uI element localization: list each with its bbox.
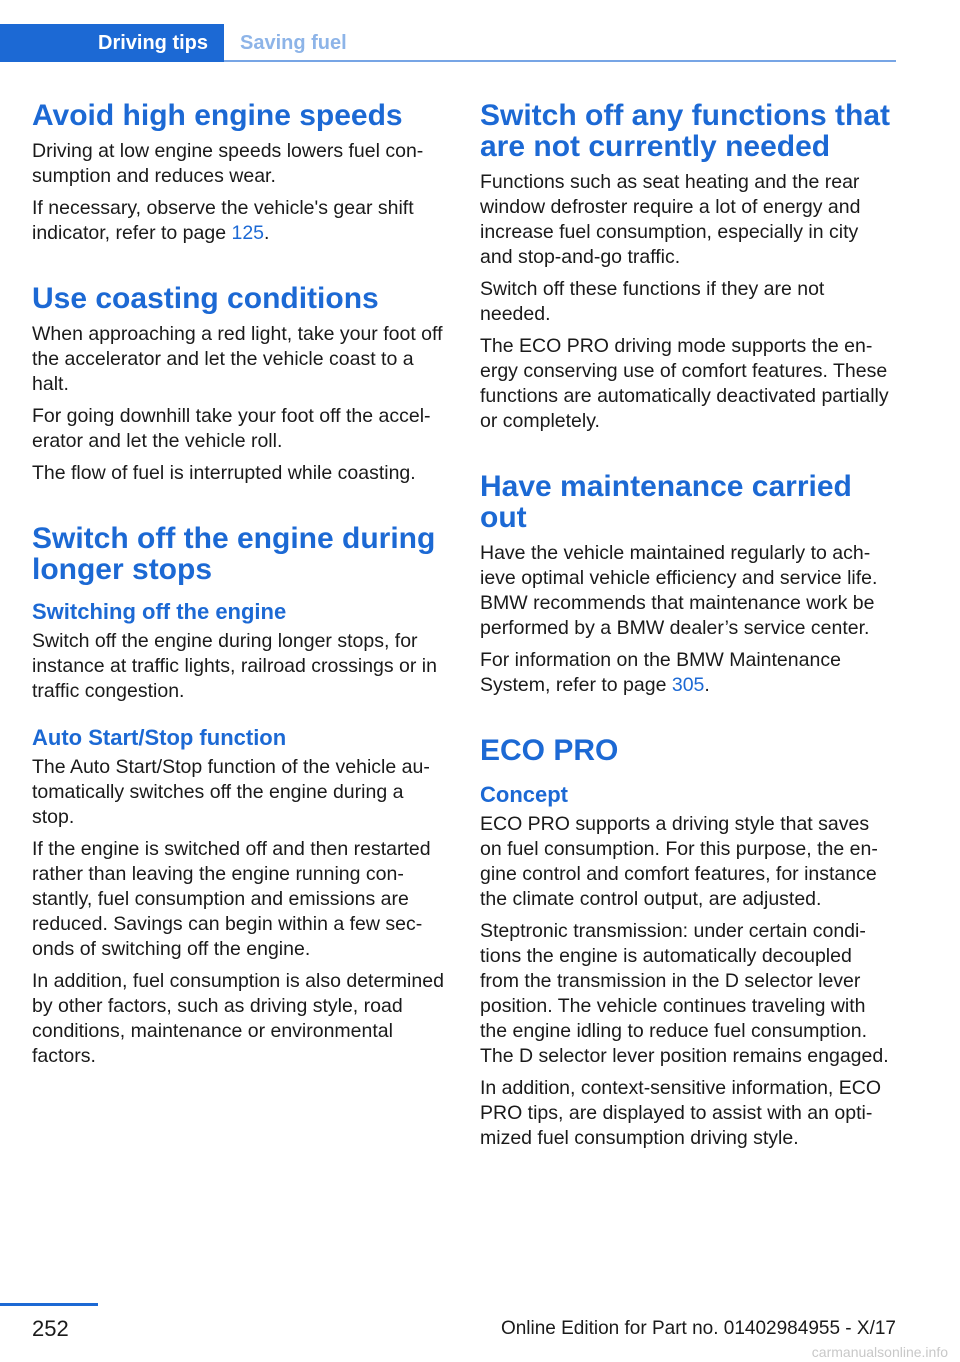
page-link-305[interactable]: 305 — [671, 674, 705, 696]
paragraph: Steptronic transmission: under certain conditions the engine is automatically decoupled from the transmission in the D selector lever position. The vehicle continues traveling with the engine idling to reduce fuel consumption. The D selector lever position remains engaged. — [480, 920, 889, 1067]
paragraph: The ECO PRO driving mode supports the energy conserving use of comfort features. These functions are automatically deactivated partially or completely. — [480, 335, 889, 432]
subheading-concept: Concept — [480, 782, 568, 807]
edition-note: Online Edition for Part no. 01402984955 - X/17 — [500, 1318, 896, 1339]
heading-avoid-high-engine-speeds: Avoid high engine speeds — [32, 99, 403, 132]
paragraph: The flow of fuel is interrupted while coasting. — [32, 462, 416, 484]
paragraph: The Auto Start/Stop function of the vehicle automatically switches off the engine during a stop. — [32, 756, 430, 828]
paragraph: If the engine is switched off and then restarted rather than leaving the engine running constantly, fuel consumption and emissions are reduced. Savings can begin within a few seconds of switching off the engine. — [32, 838, 431, 960]
paragraph — [480, 648, 896, 698]
paragraph — [32, 196, 450, 246]
paragraph: Driving at low engine speeds lowers fuel consumption and reduces wear. — [32, 140, 424, 187]
paragraph: Switch off these functions if they are not needed. — [480, 278, 825, 325]
paragraph: Switch off the engine during longer stops, for instance at traffic lights, railroad crossings or in traffic congestion. — [32, 630, 437, 702]
page-header — [0, 24, 960, 62]
page-link-125[interactable]: 125 — [231, 222, 265, 244]
paragraph: In addition, context-sensitive information, ECO PRO tips, are displayed to assist with an optimized fuel consumption driving style. — [480, 1077, 882, 1149]
watermark: carmanualsonline.info — [811, 1344, 948, 1360]
paragraph: When approaching a red light, take your foot off the accelerator and let the vehicle coast to a halt. — [32, 323, 443, 395]
subheading-switching-off-engine: Switching off the engine — [32, 599, 287, 624]
paragraph: Functions such as seat heating and the rear window defroster require a lot of energy and increase fuel consumption, especially in city and stop-and-go traffic. — [480, 171, 861, 268]
heading-use-coasting-conditions: Use coasting conditions — [32, 282, 379, 315]
heading-maintenance: Have maintenance carried out — [480, 470, 852, 534]
heading-switch-off-engine: Switch off the engine during longer stops — [32, 522, 436, 586]
heading-switch-off-functions: Switch off any functions that are not currently needed — [480, 99, 890, 163]
paragraph-text: If necessary, observe the vehicle's gear shift indicator, refer to page — [32, 197, 414, 244]
page-number: 252 — [32, 1316, 69, 1341]
right-column — [480, 100, 896, 1158]
footer-divider — [0, 1303, 98, 1306]
paragraph-text: For information on the BMW Maintenance System, refer to page — [480, 649, 841, 696]
paragraph: ECO PRO supports a driving style that saves on fuel consumption. For this purpose, the engine control and comfort features, for instance the climate control output, are adjusted. — [480, 813, 878, 910]
paragraph: Have the vehicle maintained regularly to achieve optimal vehicle efficiency and service life. BMW recommends that maintenance work be performed by a BMW dealer’s service center. — [480, 542, 878, 639]
paragraph-text: . — [704, 674, 710, 696]
left-column — [32, 100, 450, 1076]
heading-eco-pro: ECO PRO — [480, 734, 619, 767]
subheading-auto-start-stop: Auto Start/Stop function — [32, 725, 287, 750]
section-tab-driving-tips[interactable]: Driving tips — [0, 24, 224, 62]
header-divider — [224, 60, 896, 62]
paragraph: In addition, fuel consumption is also determined by other factors, such as driving style, road conditions, maintenance or environmental factors. — [32, 970, 444, 1067]
paragraph-text: . — [264, 222, 270, 244]
paragraph: For going downhill take your foot off the accelerator and let the vehicle roll. — [32, 405, 431, 452]
section-tab-saving-fuel[interactable]: Saving fuel — [240, 32, 347, 54]
